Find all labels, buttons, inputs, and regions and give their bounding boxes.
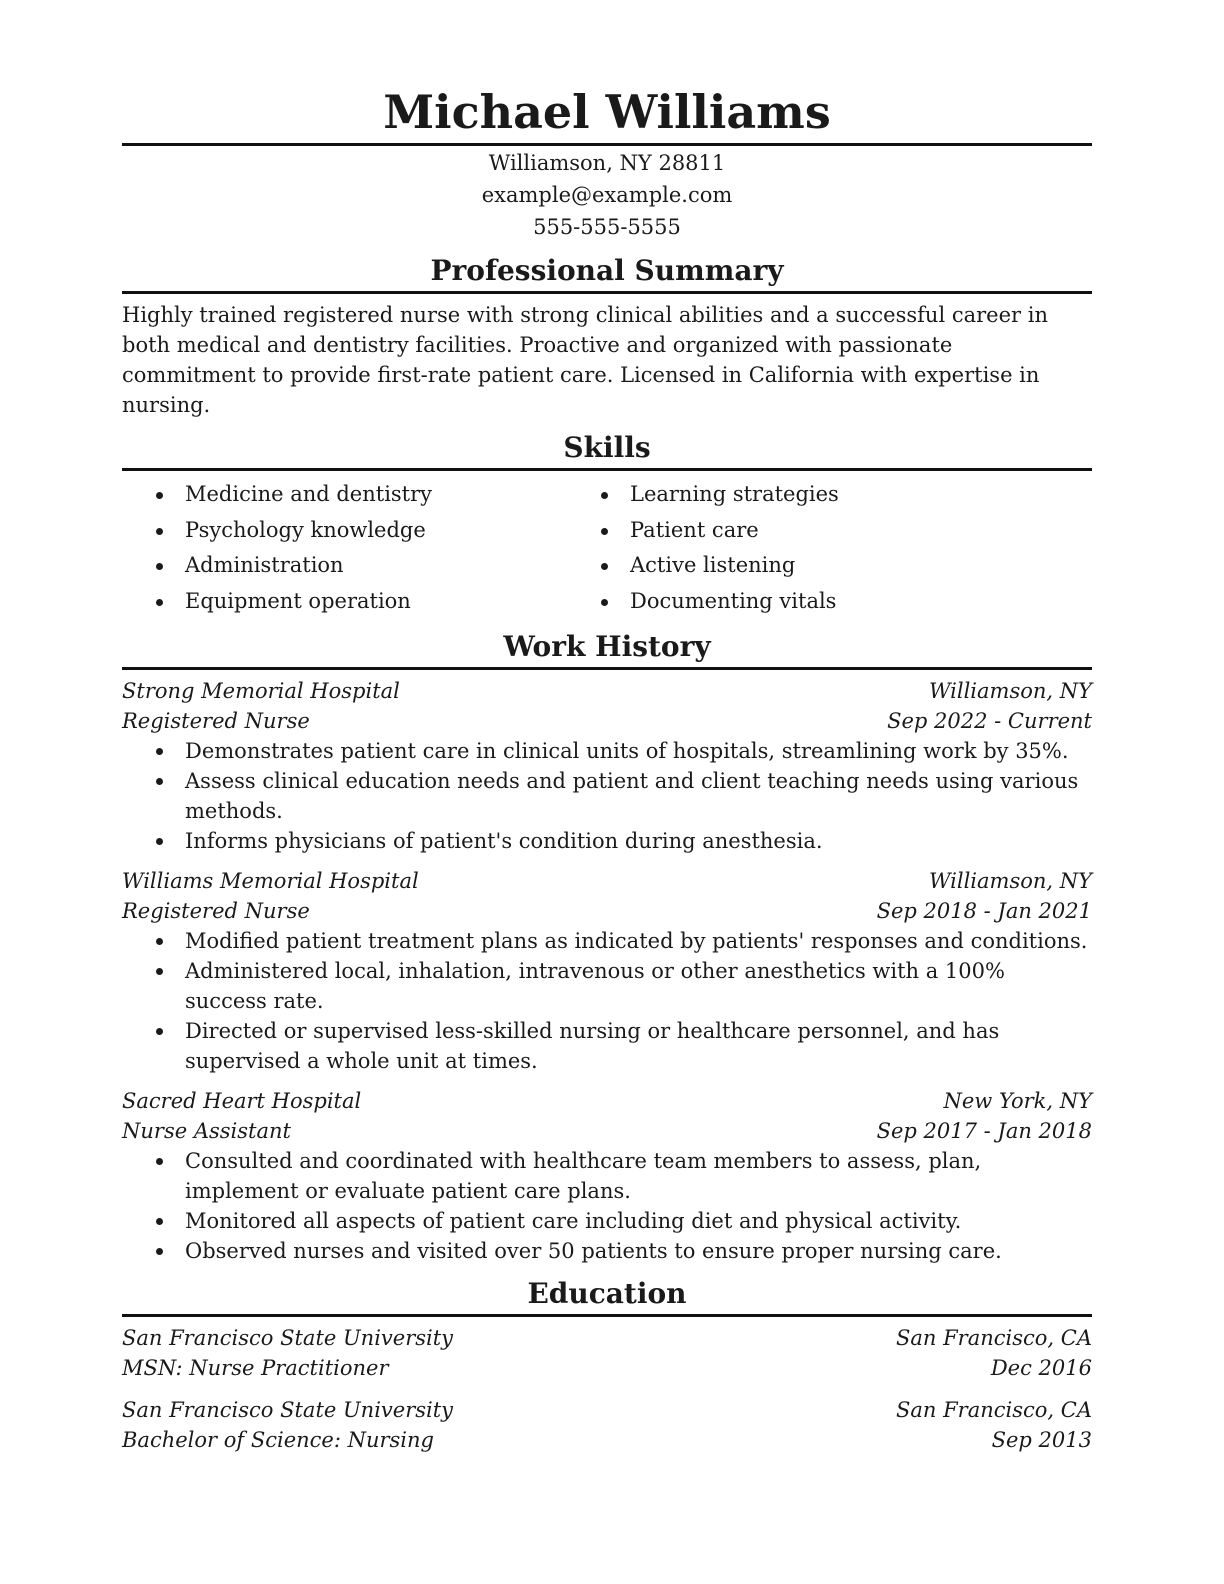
work-history-heading: Work History (503, 630, 711, 663)
skill-item: Medicine and dentistry (122, 477, 567, 513)
job-role-row (122, 896, 1092, 926)
skills-column-right (567, 477, 1012, 619)
edu-degree-row (122, 1425, 1092, 1455)
skill-item: Documenting vitals (567, 584, 1012, 620)
edu-degree: Bachelor of Science: Nursing (122, 1428, 434, 1452)
edu-date: Dec 2016 (990, 1356, 1092, 1380)
job-entry (122, 1086, 1092, 1266)
skills-column-left (122, 477, 567, 619)
job-role-row (122, 1116, 1092, 1146)
edu-school-row (122, 1395, 1092, 1425)
job-employer: Williams Memorial Hospital (122, 869, 419, 893)
contact-location: Williamson, NY 28811 (488, 151, 726, 175)
job-bullet: Consulted and coordinated with healthcare team members to assess, plan, implement or evaluate patient care plans. (122, 1146, 1092, 1206)
skill-item: Patient care (567, 513, 1012, 549)
job-entry (122, 676, 1092, 856)
job-bullets (122, 1146, 1092, 1266)
summary-divider (122, 291, 1092, 294)
summary-text: Highly trained registered nurse with strong clinical abilities and a successful career in both medical and dentistry facilities. Proactive and organized with passionate commitment to provide first-rate patient care. Licensed in California with expertise in nursing. (122, 303, 1048, 417)
edu-degree-row (122, 1353, 1092, 1383)
skills-heading: Skills (563, 431, 651, 464)
education-heading: Education (527, 1277, 687, 1310)
job-location: New York, NY (943, 1089, 1092, 1113)
education-entry (122, 1395, 1092, 1455)
job-role: Registered Nurse (122, 899, 310, 923)
education-divider (122, 1314, 1092, 1317)
header-divider (122, 143, 1092, 146)
skill-item: Administration (122, 548, 567, 584)
job-employer: Strong Memorial Hospital (122, 679, 400, 703)
edu-location: San Francisco, CA (895, 1398, 1092, 1422)
job-employer: Sacred Heart Hospital (122, 1089, 362, 1113)
candidate-name: Michael Williams (383, 85, 831, 139)
job-bullet: Directed or supervised less-skilled nursing or healthcare personnel, and has supervised a whole unit at times. (122, 1016, 1092, 1076)
edu-school: San Francisco State University (122, 1398, 454, 1422)
education-entry (122, 1323, 1092, 1383)
job-dates: Sep 2017 - Jan 2018 (876, 1119, 1092, 1143)
job-bullet: Assess clinical education needs and patient and client teaching needs using various methods. (122, 766, 1092, 826)
edu-school: San Francisco State University (122, 1326, 454, 1350)
job-role: Registered Nurse (122, 709, 310, 733)
job-bullet: Observed nurses and visited over 50 patients to ensure proper nursing care. (122, 1236, 1092, 1266)
skills-divider (122, 468, 1092, 471)
job-bullet: Modified patient treatment plans as indicated by patients' responses and conditions. (122, 926, 1092, 956)
job-dates: Sep 2022 - Current (887, 709, 1092, 733)
job-role: Nurse Assistant (122, 1119, 291, 1143)
job-bullet: Demonstrates patient care in clinical units of hospitals, streamlining work by 35%. (122, 736, 1092, 766)
job-location: Williamson, NY (928, 869, 1092, 893)
job-bullet: Administered local, inhalation, intravenous or other anesthetics with a 100% success rate. (122, 956, 1092, 1016)
job-entry (122, 866, 1092, 1076)
skill-item: Active listening (567, 548, 1012, 584)
job-dates: Sep 2018 - Jan 2021 (876, 899, 1092, 923)
skill-item: Psychology knowledge (122, 513, 567, 549)
work-history-divider (122, 667, 1092, 670)
summary-heading: Professional Summary (430, 254, 784, 287)
skill-item: Equipment operation (122, 584, 567, 620)
edu-date: Sep 2013 (991, 1428, 1092, 1452)
job-location: Williamson, NY (928, 679, 1092, 703)
job-role-row (122, 706, 1092, 736)
job-header-row (122, 1086, 1092, 1116)
resume-content (122, 84, 1092, 1455)
contact-phone: 555-555-5555 (533, 215, 681, 239)
skills-list (122, 477, 1092, 619)
edu-location: San Francisco, CA (895, 1326, 1092, 1350)
job-bullet: Monitored all aspects of patient care including diet and physical activity. (122, 1206, 1092, 1236)
job-bullet: Informs physicians of patient's condition during anesthesia. (122, 826, 1092, 856)
skill-item: Learning strategies (567, 477, 1012, 513)
job-header-row (122, 676, 1092, 706)
contact-block (122, 147, 1092, 243)
contact-email: example@example.com (481, 183, 733, 207)
job-bullets (122, 736, 1092, 856)
job-header-row (122, 866, 1092, 896)
edu-school-row (122, 1323, 1092, 1353)
job-bullets (122, 926, 1092, 1076)
edu-degree: MSN: Nurse Practitioner (122, 1356, 389, 1380)
